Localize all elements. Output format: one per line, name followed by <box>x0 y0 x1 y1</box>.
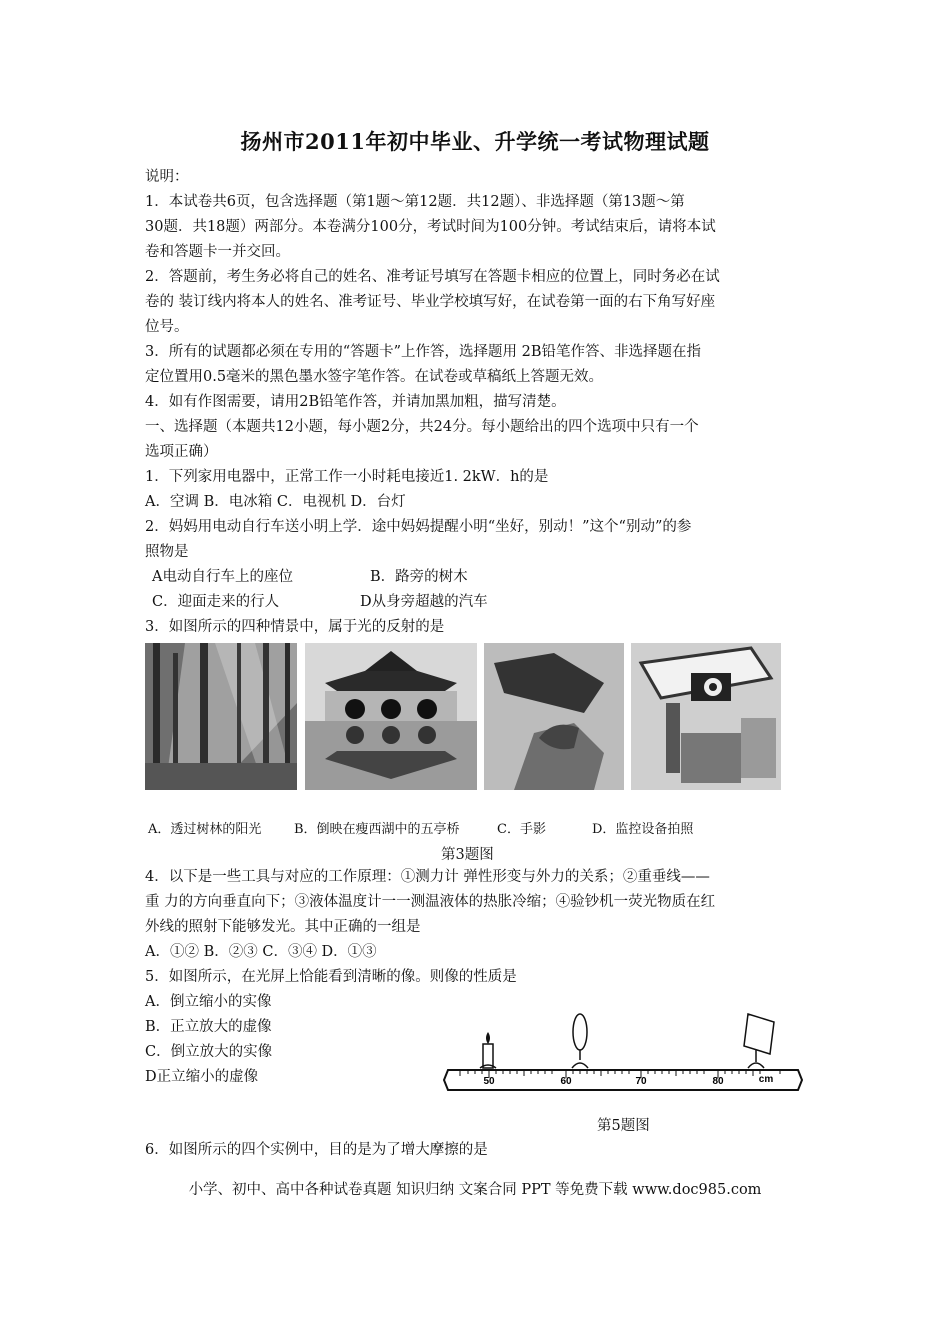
intro-line: 3．所有的试题都必须在专用的“答题卡”上作答，选择题用 2B铅笔作答、非选择题在指 <box>145 344 702 360</box>
intro-line: 卷和答题卡一并交回。 <box>145 244 290 260</box>
q3-captions <box>497 818 546 837</box>
ruler-label-70: 70 <box>635 1076 647 1087</box>
intro-line: 2．答题前，考生务必将自己的姓名、准考证号填写在答题卡相应的位置上，同时务必在试 <box>145 269 720 285</box>
q5-option: A．倒立缩小的实像 <box>145 994 272 1010</box>
q3-captions <box>148 818 261 837</box>
ruler-label-cm: cm <box>758 1074 774 1085</box>
intro-line: 1．本试卷共6页，包含选择题（第1题～第12题．共12题）、非选择题（第13题～第 <box>145 194 685 210</box>
intro-line: 定位置用0.5毫米的黑色墨水签字笔作答。在试卷或草稿纸上答题无效。 <box>145 369 604 385</box>
q5-option: B．正立放大的虚像 <box>145 1019 272 1035</box>
q2-option-b: B．路旁的树木 <box>370 569 468 585</box>
ruler-label-80: 80 <box>712 1076 724 1087</box>
intro-line: 4．如有作图需要，请用2B铅笔作答，并请加黑加粗，描写清楚。 <box>145 394 566 410</box>
q4-stem: 4．以下是一些工具与对应的工作原理：①测力计 弹性形变与外力的关系；②重垂线—— <box>145 869 710 885</box>
q2-stem: 照物是 <box>145 544 189 560</box>
q2-option-d: D从身旁超越的汽车 <box>360 594 488 610</box>
q1-stem: 1．下列家用电器中，正常工作一小时耗电接近1. 2kW．h的是 <box>145 469 549 485</box>
intro-line: 30题．共18题）两部分。本卷满分100分，考试时间为100分钟。考试结束后，请将本试 <box>145 219 716 235</box>
photo-surveillance-camera <box>631 643 781 790</box>
q4-options: A．①② B．②③ C．③④ D．①③ <box>145 944 377 960</box>
q1-options: A．空调 B．电冰箱 C．电视机 D．台灯 <box>145 494 406 510</box>
page-footer: 小学、初中、高中各种试卷真题 知识归纳 文案合同 PPT 等免费下载 www.doc985.com <box>188 1182 762 1198</box>
q2-option-c: C．迎面走来的行人 <box>152 594 280 610</box>
q3-caption-a: A．透过树林的阳光 <box>148 822 262 837</box>
ruler-ticks <box>460 1070 780 1078</box>
q5-option: D正立缩小的虚像 <box>145 1069 259 1085</box>
convex-lens-icon <box>572 1014 588 1068</box>
q2-stem: 2．妈妈用电动自行车送小明上学．途中妈妈提醒小明“坐好，别动！”这个“别动”的参 <box>145 519 692 535</box>
q3-stem: 3．如图所示的四种情景中，属于光的反射的是 <box>145 619 445 635</box>
intro-line: 位号。 <box>145 319 189 335</box>
section-heading: 选项正确） <box>145 444 218 460</box>
q3-captions <box>294 818 460 837</box>
photo-forest-sunlight <box>145 643 297 790</box>
q4-stem: 外线的照射下能够发光。其中正确的一组是 <box>145 919 421 935</box>
q2-option-a: A电动自行车上的座位 <box>152 569 293 585</box>
optical-bench-diagram <box>440 1008 806 1100</box>
q5-stem: 5．如图所示，在光屏上恰能看到清晰的像。则像的性质是 <box>145 969 517 985</box>
section-heading: 一、选择题（本题共12小题，每小题2分，共24分。每小题给出的四个选项中只有一个 <box>145 419 699 435</box>
candle-icon <box>480 1032 496 1068</box>
q6-stem: 6．如图所示的四个实例中，目的是为了增大摩擦的是 <box>145 1142 488 1158</box>
ruler-label-50: 50 <box>483 1076 495 1087</box>
photo-five-pavilion-bridge <box>305 643 477 790</box>
q3-caption-c: C．手影 <box>497 822 546 837</box>
bench-rail <box>444 1070 802 1090</box>
page-title: 扬州市2011年初中毕业、升学统一考试物理试题 <box>240 129 710 154</box>
light-screen-icon <box>744 1014 774 1068</box>
q3-caption-d: D．监控设备拍照 <box>592 822 694 837</box>
q3-caption-b: B．倒映在瘦西湖中的五亭桥 <box>294 822 460 837</box>
intro-heading: 说明： <box>145 169 189 185</box>
q4-stem: 重 力的方向垂直向下；③液体温度计一一测温液体的热胀冷缩；④验钞机一荧光物质在红 <box>145 894 716 910</box>
q5-figure-label: 第5题图 <box>597 1118 650 1134</box>
q5-option: C．倒立放大的实像 <box>145 1044 273 1060</box>
intro-line: 卷的 装订线内将本人的姓名、准考证号、毕业学校填写好，在试卷第一面的右下角写好座 <box>145 294 716 310</box>
ruler-label-60: 60 <box>560 1076 572 1087</box>
photo-hand-shadow <box>484 643 624 790</box>
q3-captions <box>592 818 693 837</box>
q3-figure-label: 第3题图 <box>441 847 494 863</box>
